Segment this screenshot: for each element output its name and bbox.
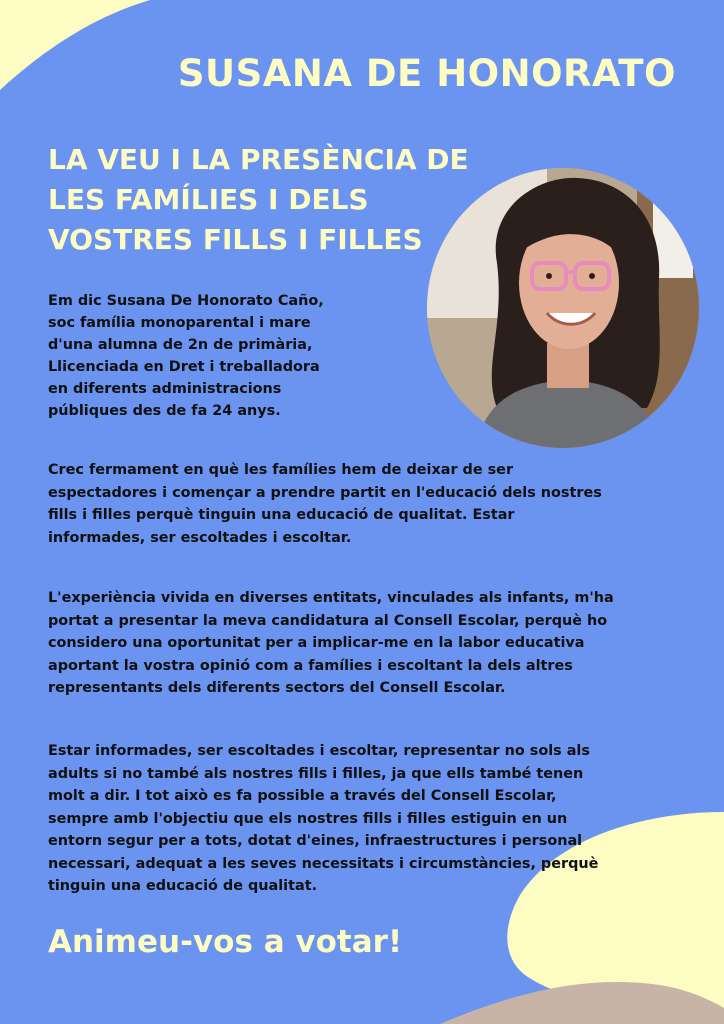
paragraph-line: Estar informades, ser escoltades i escoltar, representar no sols als [48, 743, 590, 759]
paragraph-line: representants dels diferents sectors del Consell Escolar. [48, 680, 506, 696]
paragraph-line: entorn segur per a tots, dotat d'eines, infraestructures i personal [48, 833, 583, 849]
intro-text [48, 290, 408, 422]
intro-line: Em dic Susana De Honorato Caño, [48, 293, 324, 309]
paragraph-line: espectadores i començar a prendre partit en l'educació dels nostres [48, 484, 602, 501]
paragraph-line: adults si no també als nostres fills i filles, ja que ells també tenen [48, 765, 584, 782]
subtitle-line: LES FAMÍLIES I DELS [48, 183, 369, 216]
subtitle-line: LA VEU I LA PRESÈNCIA DE [48, 143, 469, 176]
paragraph-experience [48, 587, 688, 700]
paragraph-line: sempre amb l'objectiu que els nostres fills i filles estiguin en un [48, 810, 568, 827]
paragraph-line: informades, ser escoltades i escoltar. [48, 529, 352, 546]
paragraph-commitment [48, 459, 688, 549]
paragraph-line: portat a presentar la meva candidatura al Consell Escolar, perquè ho [48, 612, 608, 629]
page-title: SUSANA DE HONORATO [177, 52, 676, 95]
subtitle [48, 140, 488, 260]
call-to-action: Animeu-vos a votar! [48, 924, 403, 960]
intro-line: d'una alumna de 2n de primària, [48, 337, 313, 353]
paragraph-representation [48, 740, 688, 898]
intro-line: Llicenciada en Dret i treballadora [48, 359, 320, 375]
paragraph-line: L'experiència vivida en diverses entitats, vinculades als infants, m'ha [48, 590, 614, 606]
paragraph-line: considero una oportunitat per a implicar-me en la labor educativa [48, 635, 585, 651]
paragraph-line: molt a dir. I tot això es fa possible a través del Consell Escolar, [48, 788, 557, 804]
paragraph-line: Crec fermament en què les famílies hem de deixar de ser [48, 462, 514, 478]
paragraph-line: fills i filles perquè tinguin una educació de qualitat. Estar [48, 507, 515, 523]
intro-line: en diferents administracions [48, 381, 282, 397]
paragraph-line: tinguin una educació de qualitat. [48, 878, 318, 894]
portrait-illustration [427, 168, 699, 448]
portrait-photo [427, 168, 699, 448]
intro-line: soc família monoparental i mare [48, 315, 311, 331]
subtitle-line: VOSTRES FILLS I FILLES [48, 223, 423, 256]
paragraph-line: necessari, adequat a les seves necessitats i circumstàncies, perquè [48, 855, 599, 872]
paragraph-line: aportant la vostra opinió com a famílies i escoltant la dels altres [48, 657, 573, 674]
intro-line: públiques des de fa 24 anys. [48, 403, 281, 419]
